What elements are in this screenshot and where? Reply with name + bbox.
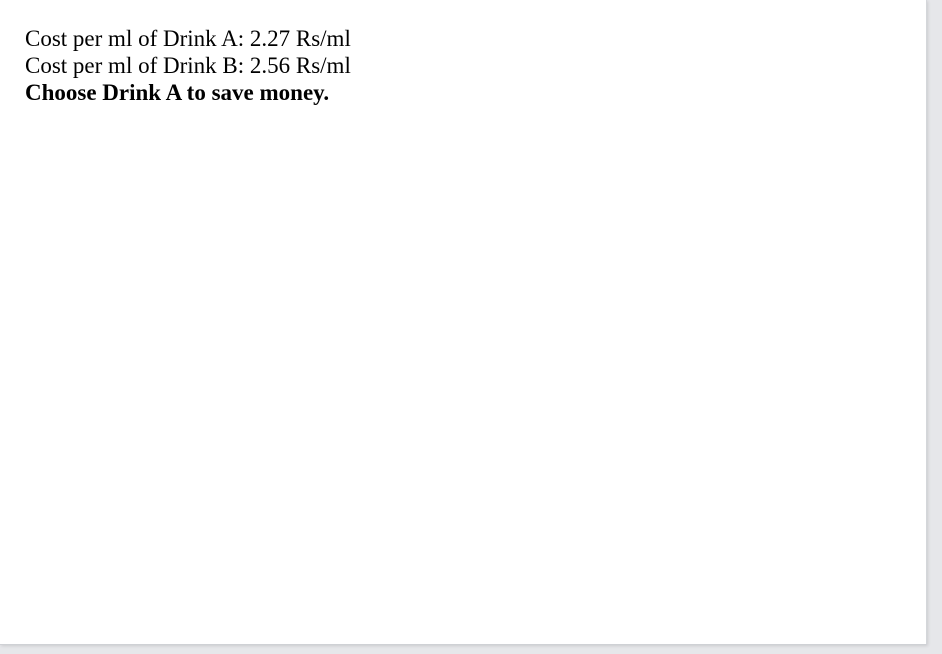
result-output	[25, 25, 351, 106]
drink-a-cost-text: Cost per ml of Drink A: 2.27 Rs/ml	[25, 26, 351, 51]
drink-b-cost-text: Cost per ml of Drink B: 2.56 Rs/ml	[25, 53, 351, 78]
recommendation-text: Choose Drink A to save money.	[25, 80, 330, 105]
